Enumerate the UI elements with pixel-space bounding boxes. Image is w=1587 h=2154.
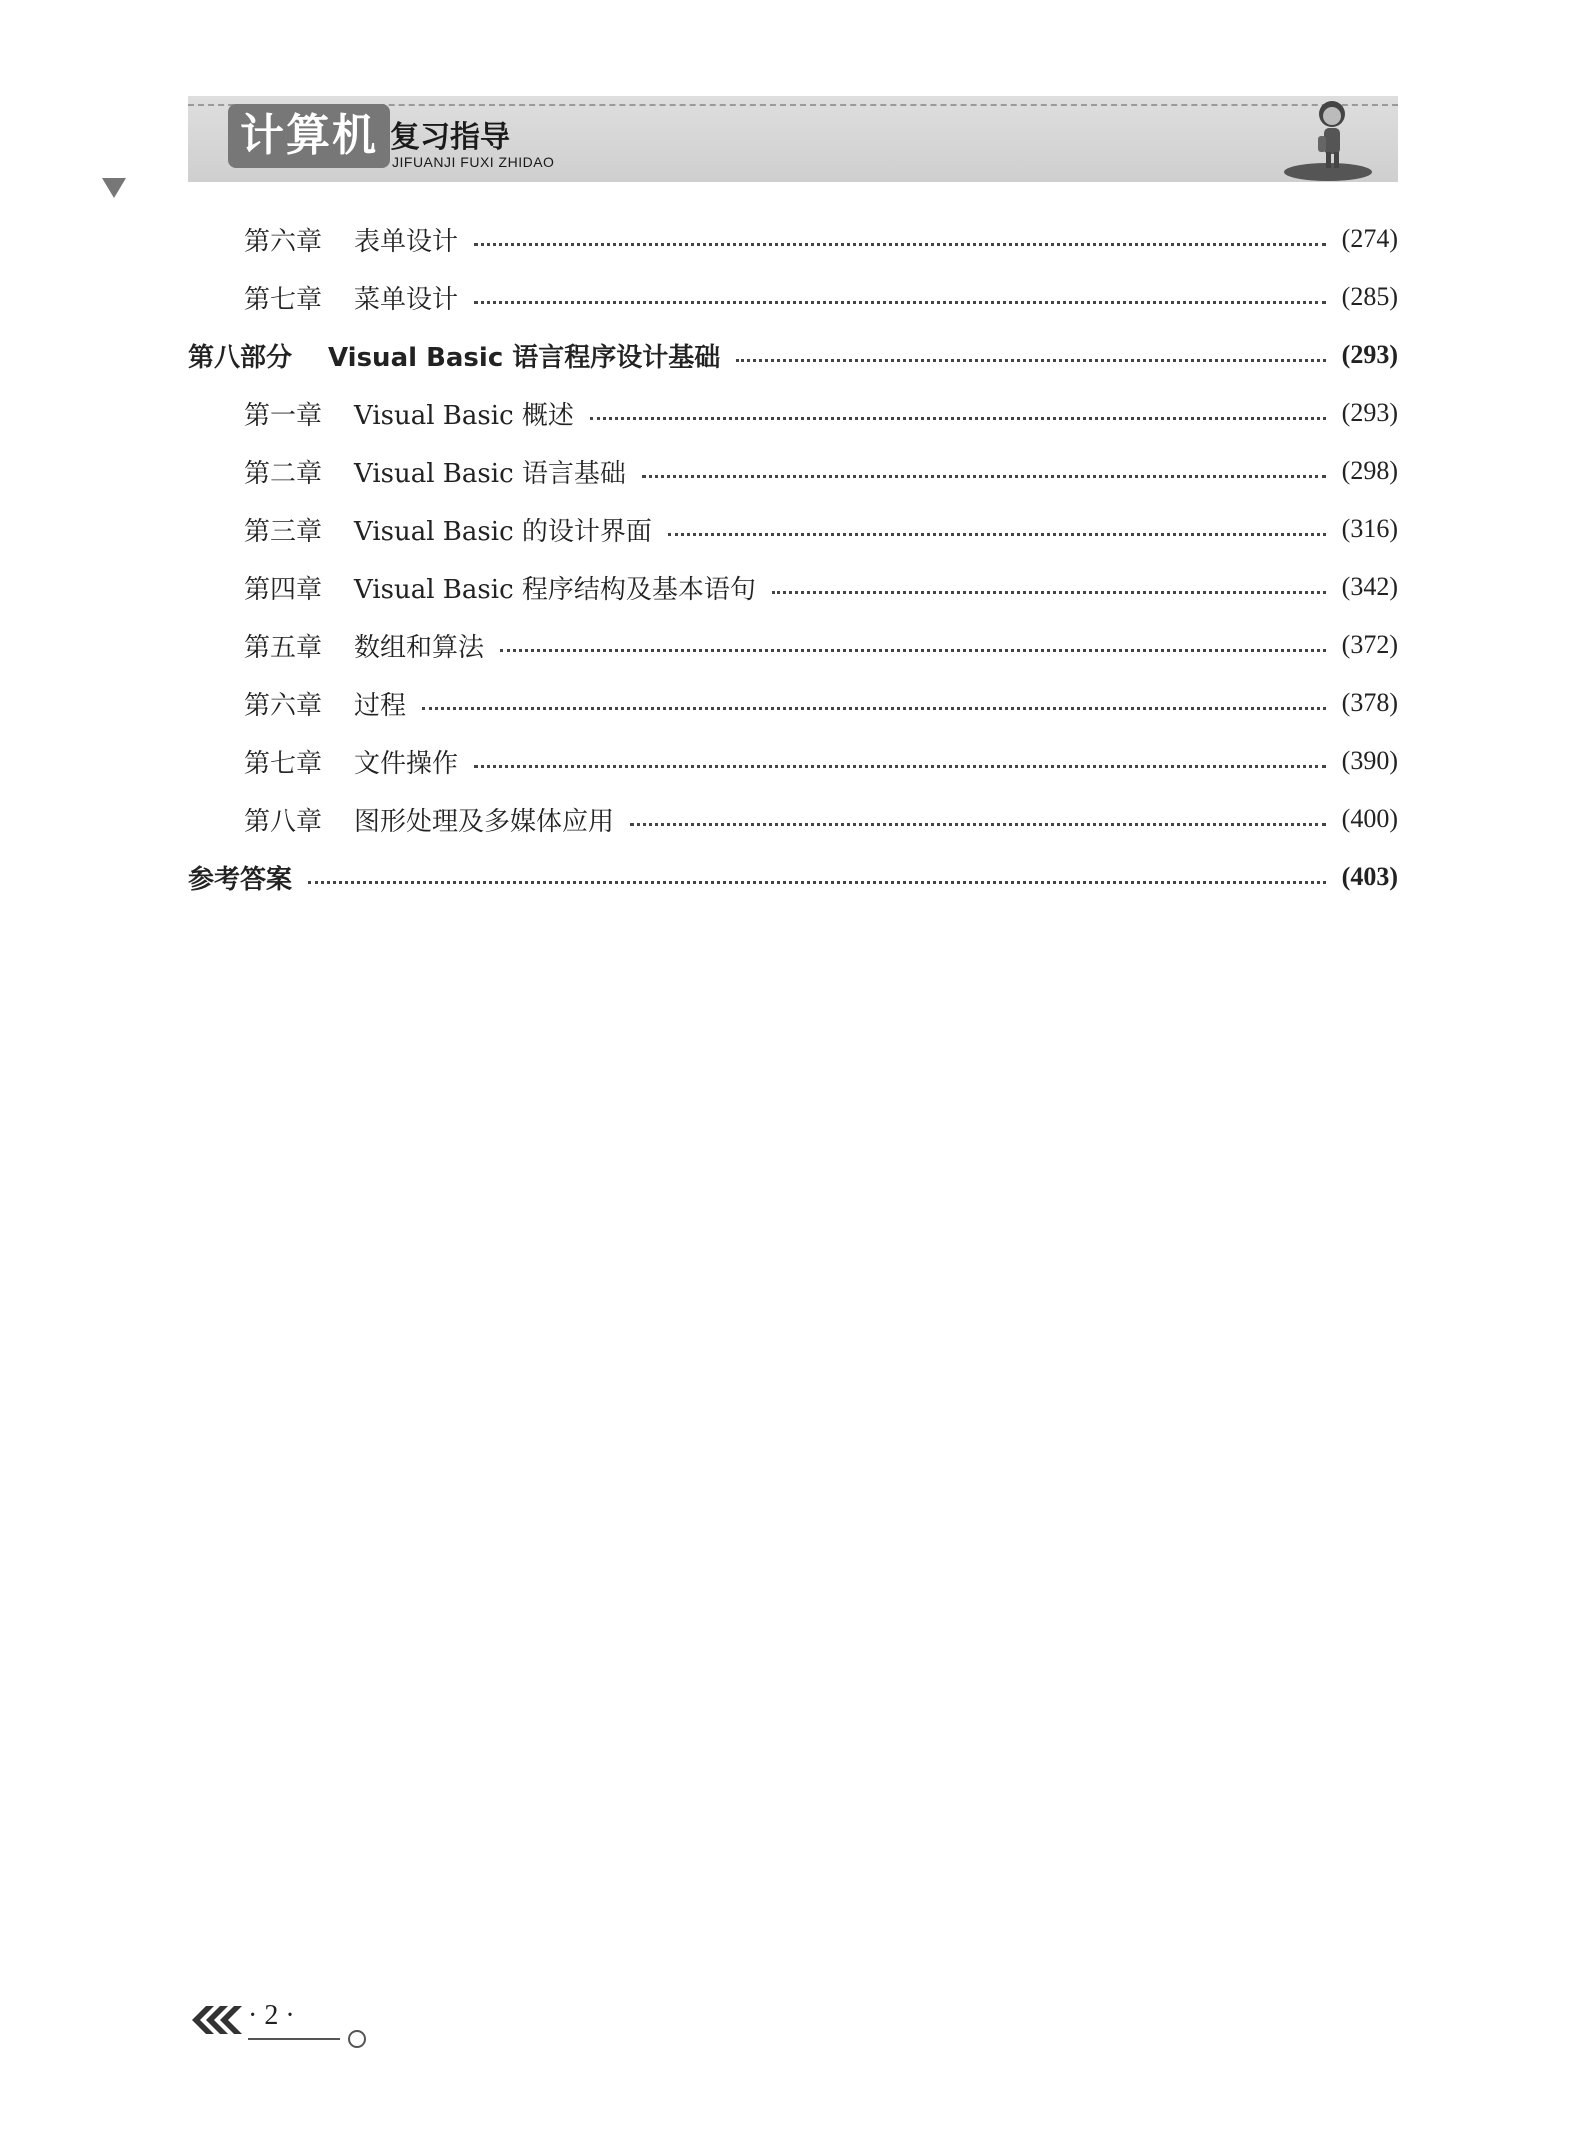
toc-page-number: (298): [1341, 456, 1398, 485]
toc-page-number: (293): [1341, 340, 1398, 369]
toc-page-number: (274): [1341, 224, 1398, 253]
toc-entry-number: 第八章: [244, 806, 323, 837]
toc-dot-leader: [590, 415, 1326, 420]
toc-entry-title: 过程: [354, 690, 407, 721]
toc-entry-number: 第三章: [244, 516, 323, 547]
toc-page-number: (372): [1341, 630, 1398, 659]
toc-dot-leader: [668, 531, 1326, 536]
toc-dot-leader: [772, 589, 1326, 594]
mascot-illustration: [1266, 92, 1376, 184]
page-header-banner: [188, 96, 1398, 182]
toc-entry-title: 参考答案: [188, 864, 293, 895]
toc-row: [188, 848, 1398, 906]
toc-dot-leader: [736, 357, 1325, 362]
toc-row: [188, 558, 1398, 616]
toc-entry-title: Visual Basic 概述: [354, 400, 574, 431]
triple-chevron-left-icon: [188, 2006, 244, 2034]
footer-underline: [248, 2038, 340, 2040]
toc-entry-title: 文件操作: [354, 748, 459, 779]
toc-row: [188, 500, 1398, 558]
footer-circle-ornament: [348, 2030, 366, 2048]
toc-entry-number: 第六章: [244, 226, 323, 257]
toc-row: [188, 326, 1398, 384]
toc-page-number: (390): [1341, 746, 1398, 775]
toc-entry-number: 第四章: [244, 574, 323, 605]
toc-dot-leader: [422, 705, 1326, 710]
toc-dot-leader: [474, 241, 1326, 246]
toc-row: [188, 790, 1398, 848]
brand-label: 计算机: [228, 104, 390, 168]
toc-entry-title: Visual Basic 程序结构及基本语句: [354, 574, 756, 605]
toc-row: [188, 384, 1398, 442]
toc-page-number: (342): [1341, 572, 1398, 601]
toc-page-number: (285): [1341, 282, 1398, 311]
toc-entry-title: Visual Basic 的设计界面: [354, 516, 652, 547]
toc-entry-number: 第五章: [244, 632, 323, 663]
toc-row: [188, 268, 1398, 326]
toc-page-number: (378): [1341, 688, 1398, 717]
brand-pointer: [102, 178, 126, 198]
toc-dot-leader: [500, 647, 1326, 652]
toc-row: [188, 732, 1398, 790]
toc-entry-title: 数组和算法: [354, 632, 485, 663]
toc-page-number: (316): [1341, 514, 1398, 543]
toc-dot-leader: [474, 299, 1326, 304]
toc-entry-title: Visual Basic 语言基础: [354, 458, 626, 489]
toc-entry-number: 第六章: [244, 690, 323, 721]
toc-dot-leader: [308, 879, 1326, 884]
page-footer: [188, 2000, 388, 2040]
toc-dot-leader: [642, 473, 1326, 478]
toc-entry-number: 第八部分: [188, 342, 293, 373]
toc-page-number: (400): [1341, 804, 1398, 833]
toc-dot-leader: [474, 763, 1326, 768]
toc-dot-leader: [630, 821, 1326, 826]
toc-entry-number: 第七章: [244, 748, 323, 779]
toc-entry-title: 菜单设计: [354, 284, 459, 315]
toc-entry-number: 第一章: [244, 400, 323, 431]
table-of-contents: [188, 210, 1398, 906]
toc-entry-title: Visual Basic 语言程序设计基础: [328, 342, 721, 373]
toc-page-number: (293): [1341, 398, 1398, 427]
toc-entry-title: 表单设计: [354, 226, 459, 257]
header-subtitle-en: JIFUANJI FUXI ZHIDAO: [392, 154, 555, 170]
toc-row: [188, 674, 1398, 732]
toc-entry-number: 第二章: [244, 458, 323, 489]
header-title: 复习指导: [390, 120, 510, 155]
toc-entry-number: 第七章: [244, 284, 323, 315]
toc-page-number: (403): [1341, 862, 1398, 891]
toc-row: [188, 616, 1398, 674]
toc-row: [188, 210, 1398, 268]
toc-row: [188, 442, 1398, 500]
page-number: · 2 ·: [248, 2000, 295, 2031]
toc-entry-title: 图形处理及多媒体应用: [354, 806, 615, 837]
